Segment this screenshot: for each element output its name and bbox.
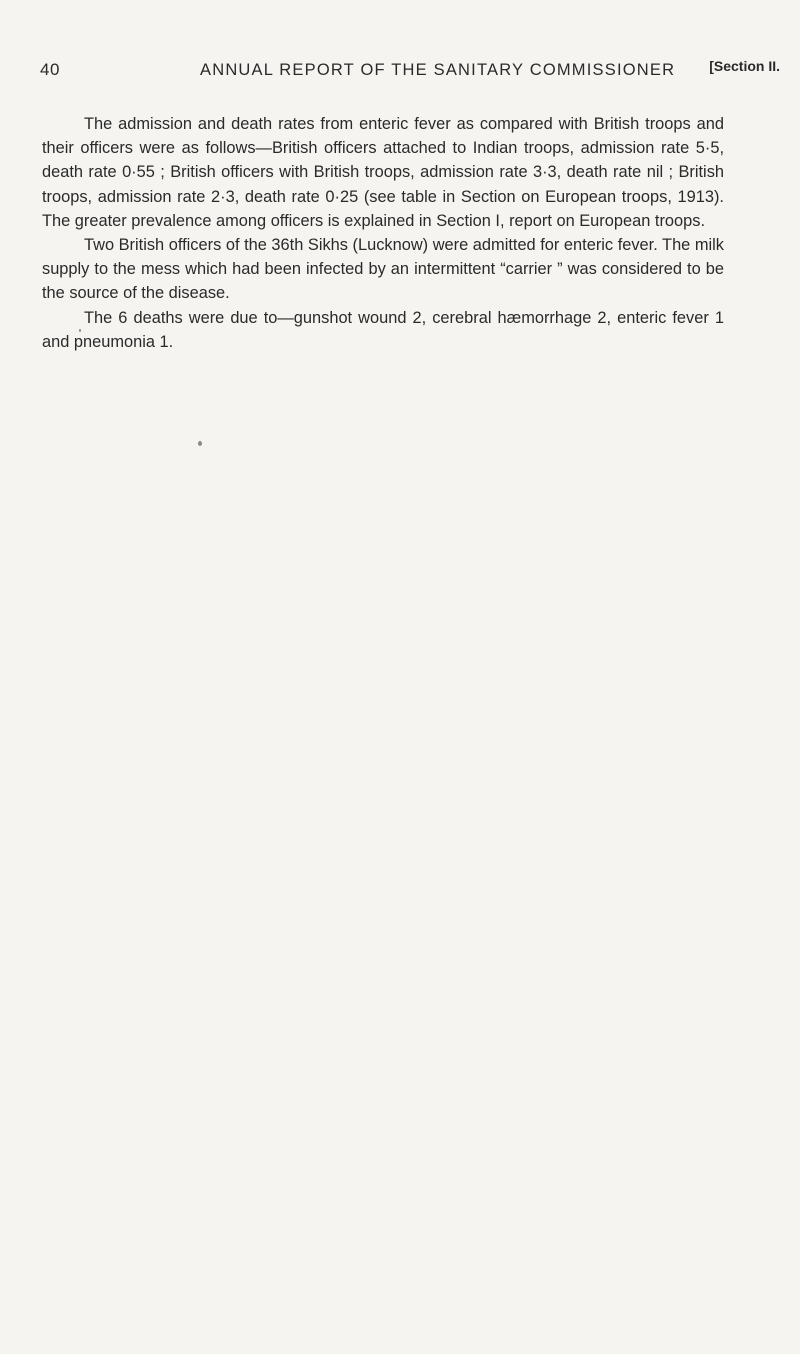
body-text — [42, 112, 724, 354]
running-head — [40, 60, 780, 84]
paragraph-deaths: The 6 deaths were due to—gunshot wound 2, cerebral hæmorrhage 2, enteric fever 1 and pneumonia 1. — [42, 308, 724, 351]
running-title: ANNUAL REPORT OF THE SANITARY COMMISSIONER — [200, 61, 676, 79]
paper-speck — [198, 441, 202, 446]
page-number: 40 — [40, 60, 60, 79]
section-reference: [Section II. — [709, 58, 780, 74]
paper-speck — [79, 329, 81, 332]
paragraph-sikhs-officers: Two British officers of the 36th Sikhs (Lucknow) were admitted for enteric fever. The milk supply to the mess which had been infected by an intermittent “carrier ” was considered to be the source of the disease. — [42, 236, 724, 303]
paragraph-enteric-rates: The admission and death rates from enteric fever as compared with British troops and their officers were as follows—British officers attached to Indian troops, admission rate 5·5, death rate 0·55 ; British officers with British troops, admission rate 3·3, death rate nil ; British troops, admission rate 2·3, death rate 0·25 (see table in Section on European troops, 1913). The greater prevalence among officers is explained in Section I, report on European troops. — [42, 115, 724, 230]
